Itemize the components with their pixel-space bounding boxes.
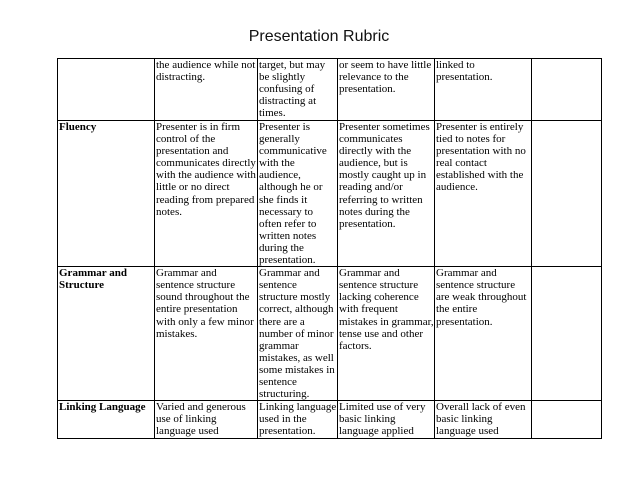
criterion-cell [58, 59, 155, 121]
rubric-table [57, 58, 602, 439]
table-cell: Limited use of very basic linking language applied [338, 401, 435, 439]
table-row [58, 121, 602, 267]
table-cell: Grammar and sentence structure mostly correct, although there are a number of minor grammar mistakes, as well some mistakes in sentence structuring. [258, 267, 338, 401]
table-cell: Linking language used in the presentation. [259, 401, 337, 438]
criterion-cell: Fluency [58, 121, 155, 267]
criterion-cell: Grammar and Structure [58, 267, 155, 401]
table-cell: Grammar and sentence structure lacking coherence with frequent mistakes in grammar, tense use and other factors. [338, 267, 435, 401]
table-cell: Presenter is generally communicative with the audience, although he or she finds it necessary to often refer to written notes during the presentation. [258, 121, 338, 267]
table-cell: or seem to have little relevance to the presentation. [338, 59, 435, 121]
table-row [58, 401, 602, 439]
page-title: Presentation Rubric [248, 28, 390, 45]
table-row [58, 267, 602, 401]
table-cell: Presenter is in firm control of the presentation and communicates directly with the audience with little or no direct reading from prepared notes. [155, 121, 258, 267]
table-cell: the audience while not distracting. [155, 59, 258, 121]
table-cell: Varied and generous use of linking language used [155, 401, 258, 439]
criterion-cell: Linking Language [58, 401, 155, 439]
table-cell: Presenter sometimes communicates directly with the audience, but is mostly caught up in reading and/or referring to written notes during the presentation. [338, 121, 435, 267]
table-cell [532, 59, 602, 121]
table-cell [532, 401, 602, 439]
table-cell: Overall lack of even basic linking language used [435, 401, 532, 439]
table-cell: Grammar and sentence structure are weak throughout the entire presentation. [435, 267, 532, 401]
table-cell [532, 121, 602, 267]
table-cell [532, 267, 602, 401]
table-cell: Presenter is entirely tied to notes for presentation with no real contact established with the audience. [435, 121, 532, 267]
table-cell: target, but may be slightly confusing of distracting at times. [258, 59, 338, 121]
table-cell: Grammar and sentence structure sound throughout the entire presentation with only a few minor mistakes. [155, 267, 258, 401]
table-cell: linked to presentation. [435, 59, 532, 121]
table-row [58, 59, 602, 121]
